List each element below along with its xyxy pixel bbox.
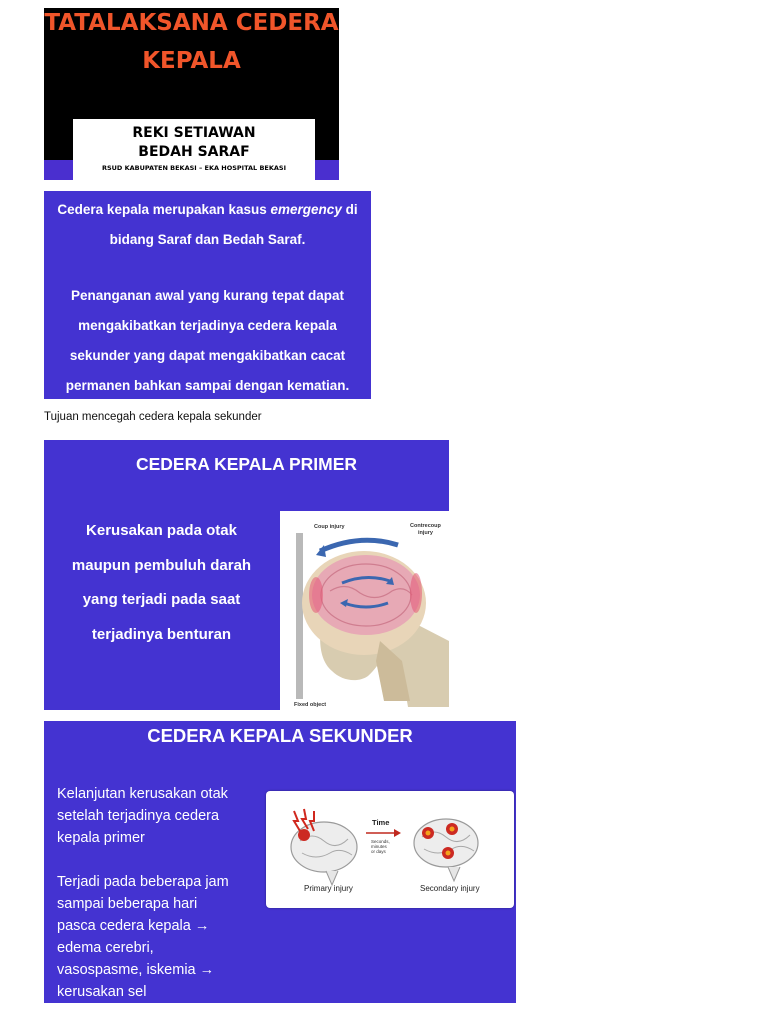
intro-paragraph-1 (44, 195, 371, 255)
lightning-icon (294, 811, 300, 831)
slide-title: CEDERA KEPALA SEKUNDER (147, 725, 413, 746)
impact-arrow (320, 540, 398, 551)
body-line: yang terjadi pada saat (82, 591, 241, 608)
lesion-core (446, 851, 451, 856)
primary-brain-icon (291, 822, 357, 872)
time-sublabel: or days (371, 849, 386, 854)
secondary-brain-icon (414, 819, 478, 867)
brain-stem (448, 867, 460, 881)
body-line: vasospasme, iskemia → (57, 962, 215, 978)
body-line: kepala primer (57, 830, 145, 846)
body-line: Terjadi pada beberapa jam (57, 874, 229, 890)
author-hospital: RSUD KABUPATEN BEKASI – EKA HOSPITAL BEKASI (101, 164, 287, 172)
lesion-core (426, 831, 431, 836)
body-line: edema cerebri, (57, 940, 154, 956)
brain-stem (326, 871, 338, 885)
coup-injury-label: Coup injury (314, 524, 345, 530)
body-line: setelah terjadinya cedera (57, 808, 220, 824)
time-arrow-head (394, 829, 401, 837)
primary-injury-label: Primary injury (304, 884, 353, 893)
lesion-core (450, 827, 455, 832)
author-department: BEDAH SARAF (138, 144, 250, 160)
body-line: maupun pembuluh darah (71, 556, 252, 574)
presentation-title (44, 10, 339, 75)
contrecoup-label: injury (418, 530, 433, 536)
body-line: Kelanjutan kerusakan otak (57, 786, 228, 802)
intro-text: Cedera kepala merupakan kasus (57, 202, 271, 217)
contrecoup-injury-area (410, 573, 422, 613)
primary-injury-slide (44, 440, 449, 710)
slide-body (44, 514, 279, 652)
secondary-injury-label: Secondary injury (420, 884, 480, 893)
coup-contrecoup-illustration (280, 511, 449, 710)
time-label: Time (372, 818, 390, 827)
intro-line: permanen bahkan sampai dengan kematian. (65, 378, 350, 393)
slide-body (57, 783, 272, 1003)
contrecoup-label: Contrecoup (410, 523, 441, 529)
fixed-object-label: Fixed object (294, 702, 327, 708)
body-line: terjadinya benturan (91, 625, 232, 643)
intro-line: bidang Saraf dan Bedah Saraf. (109, 232, 306, 247)
caption-text: Tujuan mencegah cedera kepala sekunder (44, 411, 262, 423)
primary-secondary-injury-figure (266, 791, 514, 908)
intro-paragraph-2 (44, 281, 371, 401)
coup-injury-area (309, 577, 323, 613)
author-box (73, 119, 315, 180)
secondary-injury-slide (44, 721, 516, 1003)
brain-shape (312, 555, 420, 635)
intro-text: di (341, 202, 358, 217)
title-line-1: TATALAKSANA CEDERA (44, 10, 339, 36)
intro-line: Penanganan awal yang kurang tepat dapat (70, 288, 345, 303)
body-line: pasca cedera kepala → (57, 918, 210, 934)
title-slide (44, 8, 339, 180)
slide-title: CEDERA KEPALA PRIMER (135, 454, 358, 474)
intro-slide (44, 191, 371, 399)
time-sublabel: minutes (371, 844, 387, 849)
head-injury-figure (280, 511, 449, 710)
intro-line: sekunder yang dapat mengakibatkan cacat (69, 348, 346, 363)
time-sublabel: Seconds, (371, 839, 390, 844)
brain-comparison (266, 791, 514, 908)
body-line: kerusakan sel (57, 984, 147, 1000)
intro-line: mengakibatkan terjadinya cedera kepala (78, 318, 337, 333)
body-line: sampai beberapa hari (57, 896, 198, 912)
fixed-object-bar (296, 533, 303, 699)
paragraph-gap (57, 849, 272, 871)
author-name: REKI SETIAWAN (132, 125, 256, 141)
body-line: Kerusakan pada otak (86, 522, 237, 539)
intro-emphasis: emergency (270, 202, 342, 217)
title-line-2: KEPALA (142, 48, 241, 74)
